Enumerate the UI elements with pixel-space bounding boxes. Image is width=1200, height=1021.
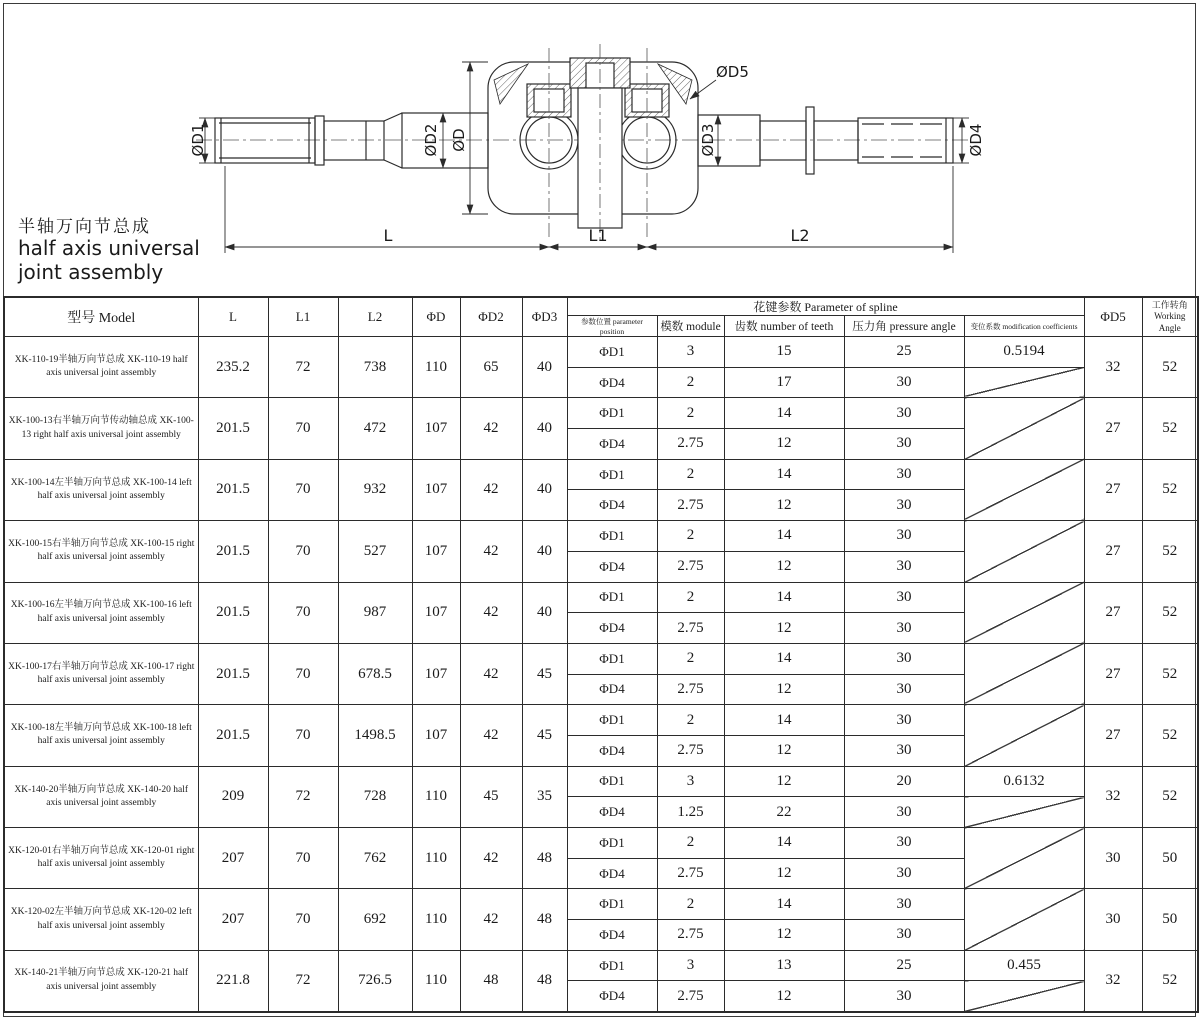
- cell-L2: 932: [338, 459, 412, 520]
- spline-module-cell: 2.75: [657, 613, 724, 644]
- spline-position-cell: ΦD1: [567, 828, 657, 859]
- model-name-cn: XK-100-13右半轴万向节传动轴总成: [8, 416, 158, 427]
- cell-D2: 65: [460, 337, 522, 398]
- cell-L2: 472: [338, 398, 412, 459]
- cell-L1: 70: [268, 459, 338, 520]
- cell-L1: 70: [268, 643, 338, 704]
- cell-L1: 72: [268, 766, 338, 827]
- label-d4: ØD4: [967, 123, 985, 157]
- cell-L: 201.5: [198, 705, 268, 766]
- cell-L2: 1498.5: [338, 705, 412, 766]
- cell-L1: 70: [268, 705, 338, 766]
- cell-L1: 70: [268, 521, 338, 582]
- cell-D3: 40: [522, 521, 567, 582]
- spline-pressure-cell: 30: [844, 705, 964, 736]
- cell-L: 235.2: [198, 337, 268, 398]
- cell-L: 201.5: [198, 521, 268, 582]
- spline-teeth-cell: 12: [724, 981, 844, 1012]
- spline-teeth-cell: 12: [724, 674, 844, 705]
- working-angle-cell: 52: [1142, 766, 1198, 827]
- spline-pressure-cell: 30: [844, 582, 964, 613]
- spline-position-cell: ΦD4: [567, 858, 657, 889]
- model-name-en: XK-140-20 half axis universal joint assembly: [46, 784, 189, 808]
- spline-position-cell: ΦD4: [567, 551, 657, 582]
- spline-position-cell: ΦD4: [567, 735, 657, 766]
- cell-D2: 42: [460, 459, 522, 520]
- label-L: L: [383, 226, 393, 245]
- spline-position-cell: ΦD4: [567, 613, 657, 644]
- spline-position-cell: ΦD1: [567, 398, 657, 429]
- cell-D5: 27: [1084, 521, 1142, 582]
- cell-D2: 45: [460, 766, 522, 827]
- table-row: [4, 643, 1198, 674]
- spec-table-head: [4, 297, 1198, 337]
- cell-D5: 27: [1084, 398, 1142, 459]
- table-row: [4, 705, 1198, 736]
- label-L1: L1: [588, 226, 608, 245]
- cell-D: 107: [412, 398, 460, 459]
- model-name-en: XK-100-13 right half axis universal joint assembly: [21, 416, 194, 440]
- spline-pressure-cell: 30: [844, 643, 964, 674]
- spline-pressure-cell: 30: [844, 429, 964, 460]
- spline-module-cell: 2: [657, 582, 724, 613]
- spec-table: [3, 296, 1199, 1013]
- header-working-angle-en: Working Angle: [1154, 311, 1186, 333]
- spline-position-cell: ΦD4: [567, 981, 657, 1012]
- cell-L2: 692: [338, 889, 412, 950]
- spline-teeth-cell: 12: [724, 920, 844, 951]
- spline-position-cell: ΦD1: [567, 705, 657, 736]
- spline-pressure-cell: 20: [844, 766, 964, 797]
- modification-coefficient-cell: 0.5194: [964, 337, 1084, 368]
- spline-teeth-cell: 12: [724, 766, 844, 797]
- modification-coefficient-cell: [964, 828, 1084, 889]
- cell-L1: 70: [268, 582, 338, 643]
- title-english-line1: half axis universal: [18, 236, 200, 260]
- cell-D3: 48: [522, 950, 567, 1011]
- spline-teeth-cell: 13: [724, 950, 844, 981]
- header-module: 模数 module: [657, 316, 724, 337]
- model-name-cn: XK-110-19半轴万向节总成: [14, 354, 125, 365]
- cell-D5: 30: [1084, 889, 1142, 950]
- cell-D3: 35: [522, 766, 567, 827]
- spline-pressure-cell: 30: [844, 981, 964, 1012]
- spline-teeth-cell: 12: [724, 613, 844, 644]
- model-name-en: XK-100-17 right half axis universal joint assembly: [37, 661, 195, 686]
- cell-L1: 72: [268, 337, 338, 398]
- cell-D3: 48: [522, 889, 567, 950]
- modification-coefficient-cell: [964, 643, 1084, 704]
- header-working-angle-cn: 工作转角: [1151, 300, 1188, 311]
- header-D3: ΦD3: [522, 297, 567, 337]
- model-cell: [4, 337, 198, 398]
- modification-coefficient-cell: [964, 459, 1084, 520]
- cell-D2: 48: [460, 950, 522, 1011]
- spline-teeth-cell: 14: [724, 459, 844, 490]
- spline-module-cell: 2: [657, 705, 724, 736]
- header-modification-coefficients: 变位系数 modification coefficients: [964, 316, 1084, 337]
- table-row: [4, 521, 1198, 552]
- cell-D5: 27: [1084, 705, 1142, 766]
- spline-teeth-cell: 12: [724, 858, 844, 889]
- cell-L2: 728: [338, 766, 412, 827]
- spline-module-cell: 2.75: [657, 490, 724, 521]
- model-name-en: XK-120-01 right half axis universal joint assembly: [37, 845, 195, 870]
- spline-position-cell: ΦD4: [567, 490, 657, 521]
- title-block: [18, 212, 200, 284]
- model-name-cn: XK-100-15右半轴万向节总成: [8, 539, 128, 550]
- cell-D3: 40: [522, 459, 567, 520]
- spline-teeth-cell: 14: [724, 828, 844, 859]
- cell-D2: 42: [460, 705, 522, 766]
- cell-D2: 42: [460, 521, 522, 582]
- model-name-en: XK-100-16 left half axis universal joint assembly: [37, 600, 192, 624]
- model-cell: [4, 889, 198, 950]
- spline-module-cell: 3: [657, 337, 724, 368]
- model-name-cn: XK-140-21半轴万向节总成: [14, 968, 125, 979]
- header-D2: ΦD2: [460, 297, 522, 337]
- cell-D3: 45: [522, 643, 567, 704]
- spline-pressure-cell: 25: [844, 337, 964, 368]
- modification-coefficient-cell: [964, 398, 1084, 459]
- cell-D5: 30: [1084, 828, 1142, 889]
- model-name-en: XK-120-02 left half axis universal joint assembly: [37, 907, 192, 931]
- model-cell: [4, 705, 198, 766]
- spline-pressure-cell: 30: [844, 858, 964, 889]
- spline-module-cell: 2.75: [657, 920, 724, 951]
- table-row: [4, 828, 1198, 859]
- header-D5: ΦD5: [1084, 297, 1142, 337]
- cell-L2: 527: [338, 521, 412, 582]
- cell-L1: 70: [268, 398, 338, 459]
- cell-D5: 27: [1084, 582, 1142, 643]
- cell-L: 221.8: [198, 950, 268, 1011]
- spline-teeth-cell: 14: [724, 521, 844, 552]
- label-d: ØD: [450, 128, 468, 152]
- cell-D: 107: [412, 582, 460, 643]
- label-d2: ØD2: [422, 123, 440, 157]
- spline-teeth-cell: 15: [724, 337, 844, 368]
- cell-D: 107: [412, 521, 460, 582]
- model-cell: [4, 950, 198, 1011]
- spline-pressure-cell: 30: [844, 613, 964, 644]
- label-d1: ØD1: [189, 123, 207, 157]
- label-d5: ØD5: [716, 63, 749, 81]
- label-d3: ØD3: [699, 123, 717, 157]
- model-name-en: XK-100-15 right half axis universal joint assembly: [37, 539, 195, 563]
- working-angle-cell: 52: [1142, 705, 1198, 766]
- spline-module-cell: 2.75: [657, 429, 724, 460]
- header-parameter-position: 参数位置 parameter position: [567, 316, 657, 337]
- model-name-en: XK-110-19 half axis universal joint assembly: [46, 354, 188, 379]
- cell-L: 201.5: [198, 643, 268, 704]
- cell-D3: 40: [522, 582, 567, 643]
- model-name-cn: XK-100-14左半轴万向节总成: [10, 477, 131, 488]
- title-english-line2: joint assembly: [18, 259, 164, 284]
- cell-L: 207: [198, 889, 268, 950]
- model-name-cn: XK-100-17右半轴万向节总成: [8, 661, 128, 672]
- model-name-cn: XK-100-16左半轴万向节总成: [10, 600, 131, 611]
- cell-D: 110: [412, 828, 460, 889]
- spline-module-cell: 2.75: [657, 981, 724, 1012]
- spline-teeth-cell: 12: [724, 429, 844, 460]
- table-row: [4, 398, 1198, 429]
- table-row: [4, 950, 1198, 981]
- spline-position-cell: ΦD1: [567, 582, 657, 613]
- model-cell: [4, 643, 198, 704]
- model-cell: [4, 398, 198, 459]
- working-angle-cell: 52: [1142, 459, 1198, 520]
- spline-position-cell: ΦD4: [567, 920, 657, 951]
- header-D: ΦD: [412, 297, 460, 337]
- model-name-en: XK-100-18 left half axis universal joint assembly: [37, 723, 192, 747]
- working-angle-cell: 52: [1142, 950, 1198, 1011]
- spline-module-cell: 2: [657, 643, 724, 674]
- cell-D5: 27: [1084, 643, 1142, 704]
- cell-L2: 726.5: [338, 950, 412, 1011]
- model-cell: [4, 459, 198, 520]
- working-angle-cell: 52: [1142, 643, 1198, 704]
- spec-table-body: [4, 337, 1198, 1012]
- cell-L: 201.5: [198, 582, 268, 643]
- title-chinese: 半轴万向节总成: [18, 217, 151, 237]
- model-name-cn: XK-120-01右半轴万向节总成: [8, 845, 128, 856]
- spline-module-cell: 2.75: [657, 735, 724, 766]
- header-spline-group: 花键参数 Parameter of spline: [567, 297, 1084, 316]
- cell-D2: 42: [460, 828, 522, 889]
- model-cell: [4, 828, 198, 889]
- spline-position-cell: ΦD1: [567, 337, 657, 368]
- cell-L1: 72: [268, 950, 338, 1011]
- cell-D3: 40: [522, 337, 567, 398]
- modification-coefficient-cell: [964, 797, 1084, 828]
- spline-module-cell: 2: [657, 367, 724, 398]
- cell-D: 110: [412, 766, 460, 827]
- spline-position-cell: ΦD1: [567, 643, 657, 674]
- label-L2: L2: [790, 226, 810, 245]
- spline-module-cell: 3: [657, 766, 724, 797]
- spline-module-cell: 1.25: [657, 797, 724, 828]
- model-name-cn: XK-120-02左半轴万向节总成: [10, 907, 131, 918]
- spline-position-cell: ΦD1: [567, 459, 657, 490]
- header-number-of-teeth: 齿数 number of teeth: [724, 316, 844, 337]
- table-row: [4, 459, 1198, 490]
- spline-module-cell: 2: [657, 828, 724, 859]
- spline-module-cell: 2.75: [657, 858, 724, 889]
- cell-L: 201.5: [198, 459, 268, 520]
- model-name-cn: XK-140-20半轴万向节总成: [14, 784, 125, 795]
- header-L1: L1: [268, 297, 338, 337]
- header-model: 型号 Model: [4, 297, 198, 337]
- cell-D2: 42: [460, 889, 522, 950]
- header-pressure-angle: 压力角 pressure angle: [844, 316, 964, 337]
- spline-position-cell: ΦD1: [567, 950, 657, 981]
- cell-L: 209: [198, 766, 268, 827]
- cell-D: 110: [412, 889, 460, 950]
- table-row: [4, 889, 1198, 920]
- spline-teeth-cell: 14: [724, 705, 844, 736]
- header-L: L: [198, 297, 268, 337]
- spline-teeth-cell: 12: [724, 735, 844, 766]
- modification-coefficient-cell: 0.6132: [964, 766, 1084, 797]
- cell-D5: 32: [1084, 337, 1142, 398]
- spline-teeth-cell: 17: [724, 367, 844, 398]
- spline-teeth-cell: 14: [724, 889, 844, 920]
- cell-L2: 678.5: [338, 643, 412, 704]
- spline-pressure-cell: 30: [844, 551, 964, 582]
- working-angle-cell: 50: [1142, 828, 1198, 889]
- model-name-cn: XK-100-18左半轴万向节总成: [10, 723, 131, 734]
- spline-position-cell: ΦD1: [567, 889, 657, 920]
- spline-pressure-cell: 30: [844, 490, 964, 521]
- spline-module-cell: 2: [657, 889, 724, 920]
- header-L2: L2: [338, 297, 412, 337]
- spline-module-cell: 3: [657, 950, 724, 981]
- cell-D5: 32: [1084, 950, 1142, 1011]
- spline-pressure-cell: 30: [844, 735, 964, 766]
- spline-teeth-cell: 12: [724, 551, 844, 582]
- header-working-angle: [1142, 297, 1198, 337]
- model-name-en: XK-120-21 half axis universal joint assembly: [46, 968, 189, 992]
- cell-D3: 40: [522, 398, 567, 459]
- model-cell: [4, 766, 198, 827]
- working-angle-cell: 52: [1142, 521, 1198, 582]
- cell-D2: 42: [460, 398, 522, 459]
- cell-D2: 42: [460, 582, 522, 643]
- cell-L1: 70: [268, 889, 338, 950]
- cell-D5: 32: [1084, 766, 1142, 827]
- cell-D5: 27: [1084, 459, 1142, 520]
- spline-pressure-cell: 25: [844, 950, 964, 981]
- cell-D: 107: [412, 459, 460, 520]
- model-cell: [4, 582, 198, 643]
- spline-teeth-cell: 14: [724, 582, 844, 613]
- cell-L: 207: [198, 828, 268, 889]
- model-name-en: XK-100-14 left half axis universal joint assembly: [37, 477, 192, 501]
- spline-position-cell: ΦD4: [567, 674, 657, 705]
- cell-D: 107: [412, 705, 460, 766]
- spline-position-cell: ΦD1: [567, 521, 657, 552]
- working-angle-cell: 52: [1142, 398, 1198, 459]
- spline-pressure-cell: 30: [844, 920, 964, 951]
- cell-D3: 48: [522, 828, 567, 889]
- spline-pressure-cell: 30: [844, 828, 964, 859]
- modification-coefficient-cell: [964, 521, 1084, 582]
- modification-coefficient-cell: [964, 889, 1084, 950]
- modification-coefficient-cell: [964, 367, 1084, 398]
- spline-pressure-cell: 30: [844, 459, 964, 490]
- spline-pressure-cell: 30: [844, 889, 964, 920]
- spline-position-cell: ΦD4: [567, 429, 657, 460]
- modification-coefficient-cell: [964, 582, 1084, 643]
- spline-position-cell: ΦD4: [567, 367, 657, 398]
- spline-module-cell: 2: [657, 398, 724, 429]
- working-angle-cell: 50: [1142, 889, 1198, 950]
- cell-D: 110: [412, 950, 460, 1011]
- spline-module-cell: 2: [657, 521, 724, 552]
- shaft-outline: [215, 58, 953, 228]
- spline-teeth-cell: 14: [724, 398, 844, 429]
- spline-pressure-cell: 30: [844, 797, 964, 828]
- cell-D3: 45: [522, 705, 567, 766]
- modification-coefficient-cell: 0.455: [964, 950, 1084, 981]
- cell-D2: 42: [460, 643, 522, 704]
- spline-position-cell: ΦD1: [567, 766, 657, 797]
- modification-coefficient-cell: [964, 705, 1084, 766]
- spline-pressure-cell: 30: [844, 674, 964, 705]
- cell-L2: 987: [338, 582, 412, 643]
- spline-position-cell: ΦD4: [567, 797, 657, 828]
- drawing-area: [0, 0, 1200, 296]
- cell-D: 110: [412, 337, 460, 398]
- modification-coefficient-cell: [964, 981, 1084, 1012]
- model-cell: [4, 521, 198, 582]
- cell-D: 107: [412, 643, 460, 704]
- table-row: [4, 582, 1198, 613]
- cell-L: 201.5: [198, 398, 268, 459]
- spline-module-cell: 2: [657, 459, 724, 490]
- spline-pressure-cell: 30: [844, 398, 964, 429]
- spline-pressure-cell: 30: [844, 367, 964, 398]
- cell-L1: 70: [268, 828, 338, 889]
- working-angle-cell: 52: [1142, 582, 1198, 643]
- spline-teeth-cell: 14: [724, 643, 844, 674]
- spline-module-cell: 2.75: [657, 674, 724, 705]
- spline-teeth-cell: 12: [724, 490, 844, 521]
- cell-L2: 762: [338, 828, 412, 889]
- spline-teeth-cell: 22: [724, 797, 844, 828]
- spline-module-cell: 2.75: [657, 551, 724, 582]
- table-row: [4, 766, 1198, 797]
- working-angle-cell: 52: [1142, 337, 1198, 398]
- spline-pressure-cell: 30: [844, 521, 964, 552]
- table-row: [4, 337, 1198, 368]
- cell-L2: 738: [338, 337, 412, 398]
